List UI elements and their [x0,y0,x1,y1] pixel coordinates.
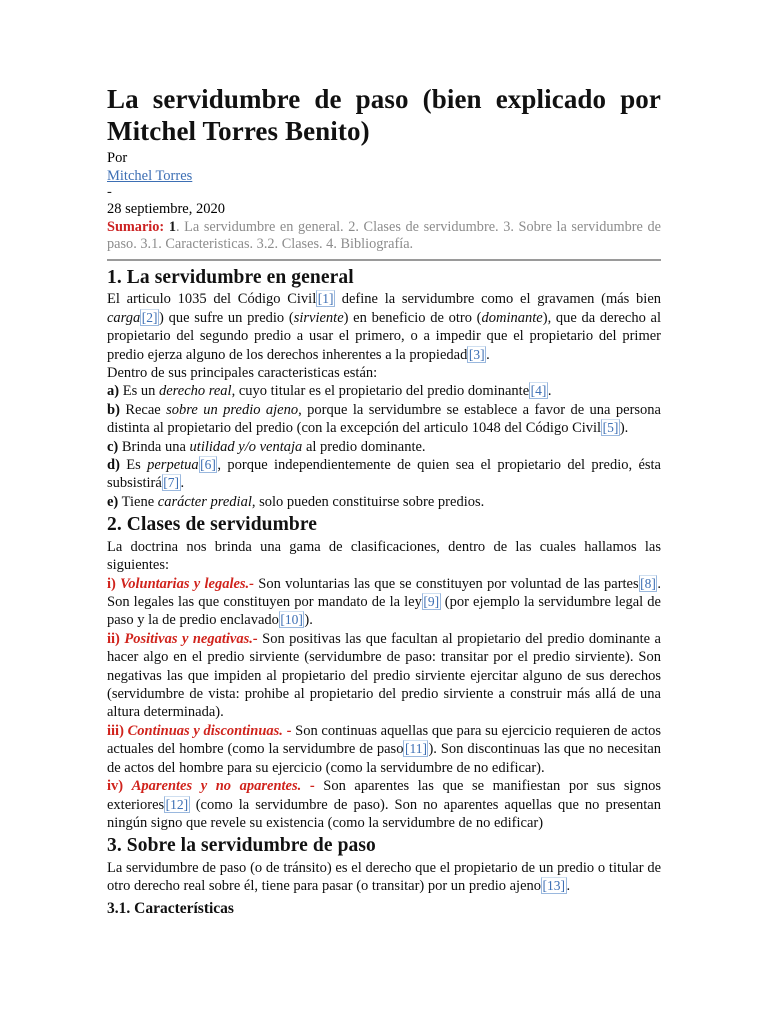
page-title: La servidumbre de paso (bien explicado por Mitchel Torres Benito) [107,84,661,146]
footnote-link[interactable]: [2] [141,309,158,325]
text-run: El articulo 1035 del Código Civil [107,291,317,308]
text-run: ) que sufre un predio ( [159,309,294,326]
publication-date: 28 septiembre, 2020 [107,200,225,217]
classification-dash: - [301,778,315,795]
text-run: . [180,475,185,492]
document-body [107,84,661,918]
footnote-link[interactable]: [8] [640,575,656,591]
classification-number: i) [107,575,116,592]
footnote-link[interactable]: [11] [404,741,427,757]
footnote-link[interactable]: [13] [542,878,566,894]
text-run: . [547,383,552,400]
body-paragraph [107,859,661,896]
body-paragraph [107,382,661,400]
emphasis-text: sobre un predio ajeno [166,401,299,418]
section-heading: 3. Sobre la servidumbre de paso [107,835,376,857]
text-run: ) en beneficio de otro ( [343,309,482,326]
text-run: , cuyo titular es el propietario del predio dominante [231,383,530,400]
body-paragraph [107,575,661,630]
sections-container [107,267,661,919]
summary-first-number: 1 [168,218,176,235]
header-divider [107,259,661,261]
text-run: . [566,878,571,895]
body-paragraph [107,438,661,456]
summary-text: . La servidumbre en general. 2. Clases de servidumbre. 3. Sobre la servidumbre de paso. 3.1. Caracteristicas. 3.2. Clases. 4. Bibliografía. [107,218,661,253]
footnote-link[interactable]: [10] [280,612,303,628]
bold-marker: a) [107,383,120,400]
author-link[interactable]: Mitchel Torres [107,167,193,184]
body-paragraph [107,630,661,722]
body-paragraph [107,777,661,832]
emphasis-text: sirviente [293,309,344,326]
emphasis-text: carga [107,309,141,326]
classification-number: ii) [107,630,120,647]
byline-label: Por [107,149,128,166]
text-run: ). Son discontinuas las que no necesitan de actos del hombre para su ejercicio (como la servidumbre de no edificar). [107,741,662,776]
bold-marker: e) [107,493,119,510]
text-run: La doctrina nos brinda una gama de clasificaciones, dentro de las cuales hallamos las siguientes: [107,538,661,574]
footnote-link[interactable]: [9] [423,594,440,610]
footnote-link[interactable]: [5] [602,420,619,436]
body-paragraph [107,290,661,364]
byline-separator: - [107,183,112,200]
text-run: Es un [119,383,159,400]
footnote-link[interactable]: [12] [165,796,189,812]
text-run: . Son legales las que constituyen por mandato de la ley [107,575,662,611]
section-heading: 2. Clases de servidumbre [107,514,318,536]
text-run: ), que da derecho al propietario del segundo predio a usar el primero, o a impedir que el propietario del primer predio ejerza alguno de los derechos inherentes a la propiedad [107,309,661,363]
summary-line [107,219,661,254]
text-run [123,778,132,794]
text-run: Dentro de sus principales caracteristicas están: [107,364,378,381]
text-run: Brinda una [118,438,190,455]
text-run: Tiene [118,493,158,510]
text-run: ). [619,420,629,437]
text-run: Es [119,456,148,473]
emphasis-text: perpetua [147,456,199,473]
footnote-link[interactable]: [4] [530,383,547,399]
classification-dash: - [282,722,292,739]
footnote-link[interactable]: [6] [200,456,216,472]
footnote-link[interactable]: [3] [468,346,485,362]
text-run: Son continuas aquellas que para su ejercicio requieren de actos actuales del hombre (como la servidumbre de paso [107,722,661,758]
footnote-link[interactable]: [1] [317,291,334,307]
bold-marker: d) [107,456,120,473]
text-run: Recae [119,401,167,418]
classification-label: Positivas y negativas.- [124,630,258,647]
bold-marker: c) [107,438,119,455]
emphasis-text: utilidad y/o ventaja [189,438,303,455]
summary-label: Sumario: [107,218,165,235]
text-run: Son voluntarias las que se constituyen por voluntad de las partes [254,575,639,592]
footnote-link[interactable]: [7] [163,475,180,491]
text-run: Son positivas las que facultan al propietario del predio dominante a hacer algo en el predio sirviente (servidumbre de paso: transitar por el predio sirviente). Son negativas las que impiden al propietario del predio sirviente ejercitar alguno de sus derechos (servidumbre de vista: prohibe al propietario del predio sirviente a construir más allá de una altura determinada). [107,630,661,721]
section-subheading: 3.1. Características [107,899,234,917]
text-run: define la servidumbre como el gravamen (más bien [335,291,662,308]
body-paragraph [107,493,661,511]
text-run: (por ejemplo la servidumbre legal de paso y la de predio enclavado [107,594,661,629]
text-run: , porque independientemente de quien sea el propietario del predio, ésta subsistirá [107,456,661,492]
classification-label: Aparentes y no aparentes. [131,778,302,795]
classification-number: iii) [107,722,124,739]
text-run: ). [304,612,313,629]
emphasis-text: carácter predial [157,493,252,510]
text-run: , porque la servidumbre se establece a favor de una persona distinta al propietario del predio (con la excepción del articulo 1048 del Código Civil [107,401,661,437]
text-run: (como la servidumbre de paso). Son no aparentes aquellas que no presentan ningún signo que revele su existencia (como la servidumbre de no edificar) [107,796,661,831]
section-heading: 1. La servidumbre en general [107,266,354,288]
body-paragraph [107,401,661,438]
body-paragraph [107,538,661,575]
emphasis-text: derecho real [158,383,232,400]
body-paragraph [107,456,661,493]
bold-marker: b) [107,401,120,418]
text-run: La servidumbre de paso (o de tránsito) es el derecho que el propietario de un predio o titular de otro derecho real sobre él, tiene para pasar (o transitar) por un predio ajeno [107,859,661,895]
classification-number: iv) [107,778,124,795]
text-run: . [486,346,490,363]
classification-label: Voluntarias y legales.- [120,575,255,592]
body-paragraph [107,364,661,382]
classification-label: Continuas y discontinuas. [127,722,283,739]
body-paragraph [107,722,661,777]
text-run: al predio dominante. [302,438,426,455]
text-run: , solo pueden constituirse sobre predios. [251,493,485,510]
text-run: Son aparentes las que se manifiestan por sus signos exteriores [107,778,661,813]
emphasis-text: dominante [481,309,543,326]
